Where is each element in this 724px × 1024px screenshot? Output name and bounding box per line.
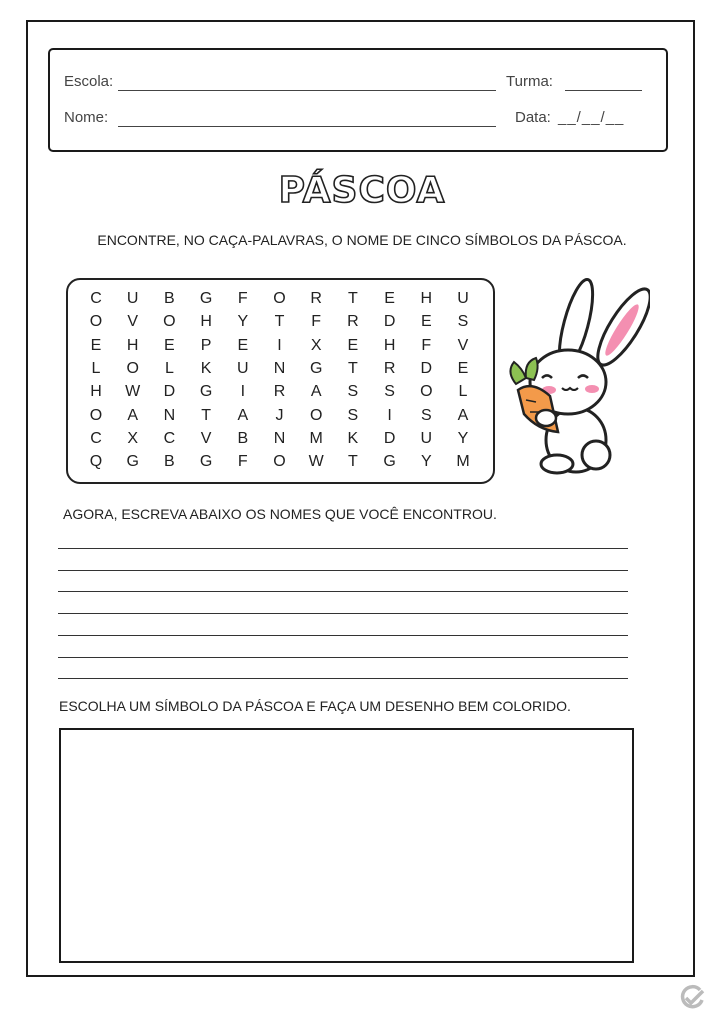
grid-letter[interactable]: O <box>420 383 433 401</box>
answer-line[interactable] <box>58 635 628 636</box>
grid-letter[interactable]: E <box>164 336 175 354</box>
grid-letter[interactable]: K <box>347 429 359 447</box>
grid-letter[interactable]: V <box>127 313 139 331</box>
grid-letter[interactable]: A <box>237 406 249 424</box>
grid-letter[interactable]: Q <box>89 453 103 471</box>
grid-letter[interactable]: B <box>164 453 175 471</box>
grid-letter[interactable]: Y <box>457 429 469 447</box>
nome-label: Nome: <box>64 109 109 126</box>
grid-letter[interactable]: C <box>163 429 176 447</box>
grid-letter[interactable]: O <box>163 313 176 331</box>
grid-letter[interactable]: K <box>200 359 212 377</box>
grid-letter[interactable]: L <box>458 383 468 401</box>
grid-letter[interactable]: E <box>237 336 249 354</box>
answer-line[interactable] <box>58 570 628 571</box>
grid-letter[interactable]: L <box>164 359 174 377</box>
grid-letter[interactable]: R <box>347 313 359 331</box>
grid-letter[interactable]: M <box>309 429 323 447</box>
grid-letter[interactable]: B <box>237 429 249 447</box>
grid-letter[interactable]: D <box>420 359 433 377</box>
grid-letter[interactable]: U <box>457 290 469 307</box>
grid-letter[interactable]: O <box>273 453 286 471</box>
data-field[interactable]: __/__/__ <box>558 109 625 126</box>
nome-field[interactable] <box>118 126 496 127</box>
grid-letter[interactable]: O <box>89 313 103 331</box>
grid-letter[interactable]: E <box>457 359 469 377</box>
grid-letter[interactable]: H <box>200 313 212 331</box>
drawing-area[interactable] <box>59 728 634 963</box>
escola-field[interactable] <box>118 90 496 91</box>
instruction-write-names: AGORA, ESCREVA ABAIXO OS NOMES QUE VOCÊ ENCONTROU. <box>63 506 497 522</box>
grid-letter[interactable]: E <box>347 336 359 354</box>
grid-letter[interactable]: R <box>310 290 322 307</box>
grid-letter[interactable]: W <box>308 453 324 471</box>
turma-field[interactable] <box>565 90 642 91</box>
student-info-box <box>48 48 668 152</box>
escola-label: Escola: <box>64 73 114 90</box>
grid-letter[interactable]: E <box>420 313 432 331</box>
grid-letter[interactable]: G <box>383 453 396 471</box>
grid-letter[interactable]: U <box>237 359 249 377</box>
answer-line[interactable] <box>58 678 628 679</box>
page-title: PÁSCOA <box>278 170 446 211</box>
grid-letter[interactable]: T <box>348 290 358 307</box>
grid-letter[interactable]: C <box>90 290 102 307</box>
grid-letter[interactable]: F <box>311 313 322 331</box>
grid-letter[interactable]: S <box>384 383 395 401</box>
grid-letter[interactable]: W <box>125 383 141 401</box>
grid-letter[interactable]: H <box>126 336 139 354</box>
grid-letter[interactable]: T <box>348 359 358 377</box>
answer-line[interactable] <box>58 657 628 658</box>
grid-letter[interactable]: I <box>277 336 282 354</box>
grid-letter[interactable]: D <box>383 429 396 447</box>
grid-letter[interactable]: S <box>347 383 359 401</box>
bunny-with-carrot-icon <box>500 272 650 482</box>
grid-letter[interactable]: A <box>310 383 322 401</box>
grid-letter[interactable]: F <box>237 453 248 471</box>
grid-letter[interactable]: E <box>384 290 395 307</box>
grid-letter[interactable]: X <box>127 429 139 447</box>
grid-letter[interactable]: H <box>90 383 102 401</box>
grid-letter[interactable]: U <box>420 429 433 447</box>
grid-letter[interactable]: D <box>383 313 396 331</box>
grid-letter[interactable]: Y <box>420 453 432 471</box>
grid-letter[interactable]: G <box>309 359 323 377</box>
grid-letter[interactable]: H <box>383 336 396 354</box>
data-label: Data: <box>515 109 551 126</box>
grid-letter[interactable]: O <box>273 290 286 307</box>
grid-letter[interactable]: T <box>274 313 285 331</box>
grid-letter[interactable]: S <box>420 406 432 424</box>
grid-letter[interactable]: X <box>310 336 322 354</box>
grid-letter[interactable]: R <box>273 383 286 401</box>
grid-letter[interactable]: G <box>199 453 213 471</box>
grid-letter[interactable]: D <box>163 383 176 401</box>
grid-letter[interactable]: N <box>273 429 286 447</box>
checkmark-logo-icon <box>678 984 706 1012</box>
grid-letter[interactable]: U <box>126 290 139 307</box>
grid-letter[interactable]: N <box>163 406 176 424</box>
grid-letter[interactable]: F <box>421 336 432 354</box>
instruction-drawing: ESCOLHA UM SÍMBOLO DA PÁSCOA E FAÇA UM DESENHO BEM COLORIDO. <box>59 698 571 714</box>
answer-line[interactable] <box>58 591 628 592</box>
grid-letter[interactable]: B <box>164 290 175 307</box>
grid-letter[interactable]: S <box>457 313 469 331</box>
grid-letter[interactable]: L <box>91 359 101 377</box>
answer-line[interactable] <box>58 548 628 549</box>
grid-letter[interactable]: G <box>199 383 213 401</box>
grid-letter[interactable]: A <box>457 406 469 424</box>
grid-letter[interactable]: G <box>126 453 139 471</box>
grid-letter[interactable]: O <box>89 406 103 424</box>
grid-letter[interactable]: A <box>127 406 139 424</box>
grid-letter[interactable]: R <box>383 359 396 377</box>
grid-letter[interactable]: M <box>456 453 470 471</box>
grid-letter[interactable]: J <box>275 406 284 424</box>
grid-letter[interactable]: O <box>309 406 323 424</box>
grid-letter[interactable]: O <box>126 359 139 377</box>
grid-letter[interactable]: V <box>457 336 469 354</box>
grid-letter[interactable]: P <box>200 336 212 354</box>
grid-letter[interactable]: C <box>90 429 102 447</box>
grid-letter[interactable]: T <box>201 406 211 424</box>
grid-letter[interactable]: N <box>273 359 286 377</box>
instruction-word-search: ENCONTRE, NO CAÇA-PALAVRAS, O NOME DE CINCO SÍMBOLOS DA PÁSCOA. <box>97 232 627 248</box>
grid-letter[interactable]: V <box>200 429 212 447</box>
turma-label: Turma: <box>506 73 553 90</box>
grid-letter[interactable]: Y <box>237 313 249 331</box>
grid-letter[interactable]: I <box>240 383 246 401</box>
grid-letter[interactable]: E <box>90 336 102 354</box>
grid-letter[interactable]: S <box>347 406 359 424</box>
grid-letter[interactable]: I <box>387 406 392 424</box>
grid-letter[interactable]: H <box>420 290 433 307</box>
grid-letter[interactable]: G <box>199 290 213 307</box>
grid-letter[interactable]: F <box>237 290 248 307</box>
answer-line[interactable] <box>58 613 628 614</box>
grid-letter[interactable]: T <box>348 453 358 471</box>
